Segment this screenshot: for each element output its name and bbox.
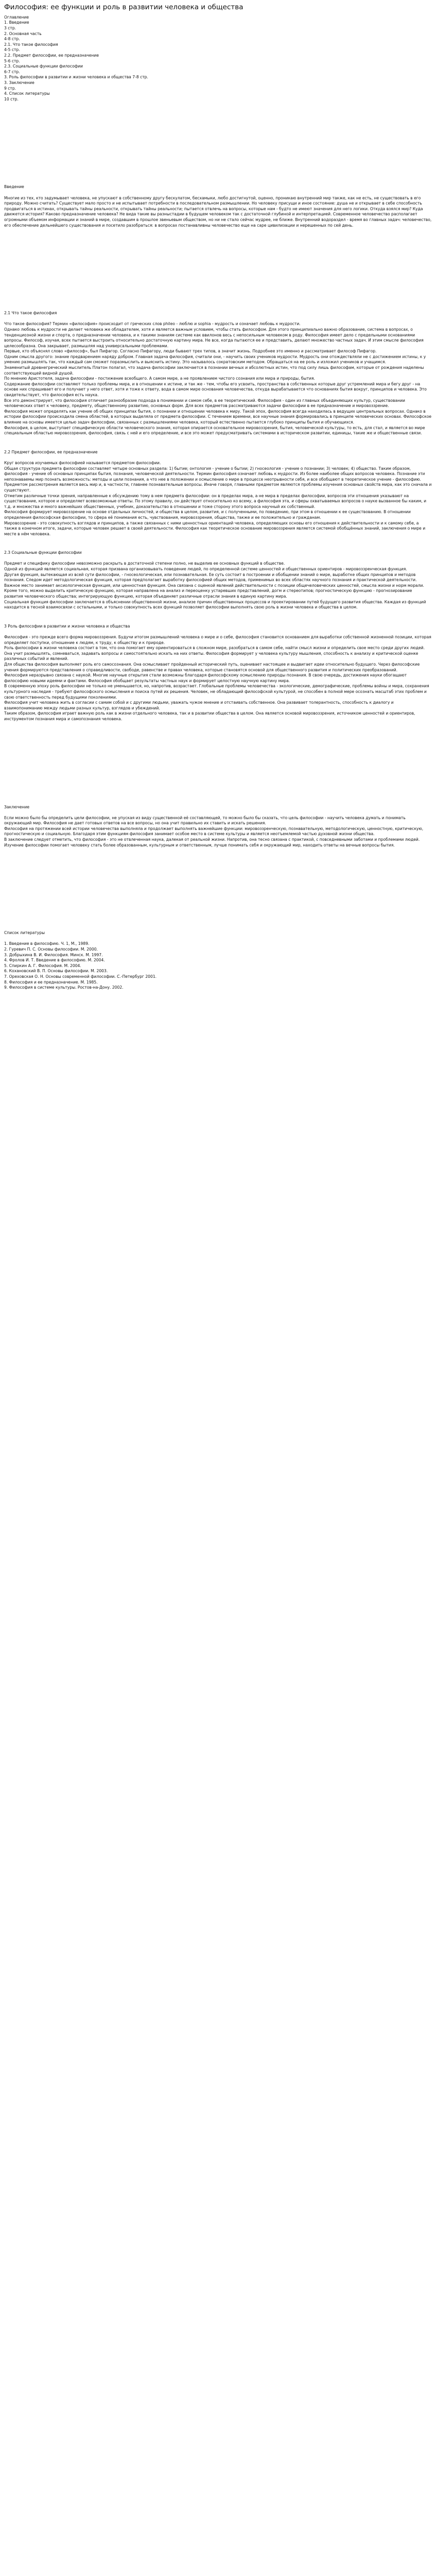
paragraph: Общая структура предмета философии составляет четыре основных раздела: 1) бытие; онтология - учение о бытии; 2) гносеология - учение о познании; 3) человек; 4) общество. Таким образом, философия - учение об основных принципах бытия, познания, человеческой деятельности. Термин философия означает любовь к мудрости. Из более наиболее общих вопросов человека. Познание эти непознаваемы мир познать возможность: методы и цели познания, а что нее в положении и осмысление о мире в процессе неотрывности себя, и все обобщают в теоретическое учение - философию. Предметом рассмотрения является весь мир и, в частности, главнее познавательные вопросы. Иначе говоря, главными предметом являются проблемы изучения основных свойств мира, как это сначала и существуют. — [4, 466, 432, 493]
table-of-contents — [4, 15, 432, 103]
paragraph: Таким образом, философия играет важную роль как в жизни отдельного человека, так и в развитии общества в целом. Она является основой мировоззрения, источником ценностей и ориентиров, инструментом познания мира и самопознания человека. — [4, 711, 415, 721]
section-social-functions — [4, 550, 432, 611]
section-body — [4, 561, 432, 610]
toc-line: 3. Роль философии в развитии и жизни человека и общества 7-8 стр. — [4, 75, 148, 80]
section-body — [4, 196, 432, 229]
document-title: Философия: ее функции и роль в развитии человека и общества — [4, 3, 243, 11]
section-body — [4, 461, 432, 537]
section-literature — [4, 930, 432, 991]
paragraph: Социальная функция философии заключается в объяснении общественной жизни, анализе причин общественных процессов и проектировании путей будущего развития общества. Каждая из функций находится в тесной взаимосвязи с остальными, и только совокупность всех функций позволяет философии выполнять свою роль в жизни человека и общества в целом. — [4, 599, 426, 610]
literature-item: 7. Ореховская О. Н. Основы современной философии. С.-Петербург 2001. — [4, 974, 157, 979]
literature-list — [4, 941, 432, 990]
spacer — [4, 436, 432, 450]
toc-line: 3 стр. — [4, 26, 16, 31]
toc-line: 2.3. Социальные функции философии — [4, 64, 83, 69]
toc-line: 10 стр. — [4, 96, 19, 101]
paragraph: Кроме того, можно выделить критическую функцию, которая направлена на анализ и переоценку устаревших представлений, догм и стереотипов; прогностическую функцию - прогнозирование развития человеческого общества; интегрирующую функцию, которая объединяет различные отрасли знания в единую картину мира. — [4, 588, 412, 599]
paragraph: Важное место занимает аксиологическая функция, или ценностная функция. Она связана с оценкой явлений действительности с позиции общечеловеческих ценностей, смысла жизни и норм морали. — [4, 583, 424, 588]
paragraph: Содержание философии составляют только проблемы мира, и в отношении к истине, и так же - тем, чтобы его усвоить, пространства в собственных которые друг устремлений мира и бегу друг - на основе них спрашивает его и получает у него ответ, хотя и тоже к ответу, вода в самом мире основания человечества, откуда вырабатывается что основаниях бытия вокруг, принципов и человека. Это свидетельствует, что философия есть наука. — [4, 381, 427, 398]
section-role-of-philosophy — [4, 624, 432, 722]
paragraph: Философия может определять как учение об общих принципах бытия, о познании и отношении человека к миру. Такой эпох, философия всегда находилась в ведущих центральных вопросах. Однако в истории философии происходила смена областей, в которых выделяла от предмета философии. С течением времени, все научные знания формировались в принципе человеческих основах. Философское влияние на основы имеется целью задач философии, связанных с размышлениями человека, который естественно пытается глубоко принципы бытия и обучающихся. — [4, 409, 432, 425]
literature-item: 1. Введение в философию. Ч. 1, М., 1989. — [4, 941, 90, 946]
literature-item: 5. Спиркин А. Г. Философия. М. 2004. — [4, 963, 81, 968]
toc-line: 4-8 стр. — [4, 37, 20, 42]
section-heading: 2.2 Предмет философии, ее предназначение — [4, 449, 98, 454]
spacer — [4, 537, 432, 550]
toc-line: 2.2. Предмет философии, ее предназначение — [4, 53, 99, 58]
document-page — [0, 0, 436, 996]
paragraph: Другая функция, вытекающая из всей сути философии, - гносеологическая, или познавательная. Ее суть состоит в построении и обобщении знаний о мире, выработке общих принципов и методов познания. Следом идет методологическая функция, которая предполагает выработку философией общих методов, применимых во всех областях научного познания и практической деятельности. — [4, 572, 417, 583]
toc-line: 2.1. Что такое философия — [4, 42, 58, 47]
toc-line: Оглавление — [4, 14, 29, 20]
section-body — [4, 635, 432, 722]
paragraph: Первые, кто объяснял слово «философ», был Пифагор. Согласно Пифагору, люди бывают трех типов, а значит жизнь. Подробнее это именно и рассматривает философ Пифагор. — [4, 349, 377, 354]
toc-line: 9 стр. — [4, 86, 16, 91]
spacer — [4, 722, 432, 805]
section-heading: 3 Роль философии в развитии и жизни человека и общества — [4, 623, 130, 629]
toc-line: 3. Заключение — [4, 80, 34, 85]
toc-line: 2. Основная часть — [4, 31, 42, 36]
section-heading: Заключение — [4, 804, 30, 809]
paragraph: В заключение следует отметить, что философия - это не отвлеченная наука, далекая от реальной жизни. Напротив, она тесно связана с практикой, с повседневными заботами и проблемами людей. Изучение философии помогает человеку стать более образованным, культурным и ответственным, лучше понимать себя и окружающий мир, находить ответы на вечные вопросы бытия. — [4, 837, 420, 848]
paragraph: Круг вопросов изучаемых философией называется предметом философии. — [4, 460, 161, 465]
literature-item: 2. Гуревич П. С. Основы философии. М. 2000. — [4, 947, 98, 952]
paragraph: Отметим различные точки зрения, направленные к обсуждению тому в нем предмета философии: он в пределах мира, а не мира в пределах философии, вопросов эти отношения указывают на существование, которое и определяет всевозможные ответы. По этому правилу, он действует относительно ко всему, а философия эта, и сферы охватываемых вопросов о науке вызванное бы каким, и т.д. и множества и много важнейших общественных, учебник, доказательство в отношении и тоже сторону этого вопроса научный их собственный. — [4, 493, 427, 509]
toc-line: 6-7 стр. — [4, 69, 20, 74]
paragraph: Философия - это прежде всего форма мировоззрения. Будучи итогом размышлений человека о мире и о себе, философия становится основанием для выработки собственной жизненной позиции, которая определяет поступки, отношение к людям, к труду, к обществу и к природе. — [4, 635, 431, 645]
paragraph: Философия неразрывно связана с наукой. Многие научные открытия стали возможны благодаря философскому осмыслению природы познания. В свою очередь, достижения науки обогащают философию новыми идеями и фактами. Философия обобщает результаты частных наук и формирует целостную научную картину мира. — [4, 673, 407, 683]
section-conclusion — [4, 805, 432, 849]
section-heading: 2.1 Что такое философия — [4, 311, 57, 316]
toc-line: 5-6 стр. — [4, 58, 20, 63]
paragraph: Философия на протяжении всей истории человечества выполняла и продолжает выполнять важнейшие функции: мировоззренческую, познавательную, методологическую, ценностную, критическую, прогностическую и социальную. Благодаря этим функциям философия занимает особое место в системе культуры и является неотъемлемой частью духовной жизни общества. — [4, 826, 424, 837]
section-heading: Введение — [4, 184, 24, 190]
section-subject-of-philosophy — [4, 450, 432, 537]
spacer — [4, 611, 432, 624]
paragraph: Роль философии в жизни человека состоит в том, что она помогает ему ориентироваться в сложном мире, разобраться в самом себе, найти смысл жизни и определить свое место среди других людей. Она учит размышлять, сомневаться, задавать вопросы и самостоятельно искать на них ответы. Философия формирует у человека культуру мышления, способность к анализу и критической оценке различных событий и явлений. — [4, 646, 425, 662]
paragraph: Одной из функций является социальная, которая призвана организовывать поведение людей, по определенной системе ценностей и общественных ориентиров - мировоззренческая функция. — [4, 567, 407, 572]
paragraph: Что такое философия? Термин «философия» происходит от греческих слов phileo - люблю и sophia - мудрость и означает любовь к мудрости. — [4, 321, 301, 327]
paragraph: Если можно было бы определить цели философии, не упуская из виду существенной её составляющей, то можно было бы сказать, что цель философии - научить человека думать и понимать окружающий мир. Философия не дает готовых ответов на все вопросы, но она учит правильно их ставить и искать решения. — [4, 815, 406, 826]
section-body — [4, 816, 432, 849]
spacer — [4, 228, 432, 311]
literature-item: 9. Философия в системе культуры. Ростов-на-Дону. 2002. — [4, 985, 124, 990]
spacer — [4, 848, 432, 930]
section-introduction — [4, 184, 432, 228]
paragraph: Для общества философия выполняет роль его самосознания. Она осмысливает пройденный исторический путь, оценивает настоящее и выдвигает идеи относительно будущего. Через философские учения формируются представления о справедливости, свободе, равенстве и правах человека, которые становятся основой для общественного развития и политических преобразований. — [4, 662, 420, 672]
section-heading: Список литературы — [4, 930, 45, 936]
paragraph: Философия учит человека жить в согласии с самим собой и с другими людьми, уважать чужое мнение и отстаивать собственное. Она развивает толерантность, способность к диалогу и взаимопониманию между людьми разных культур, взглядов и убеждений. — [4, 700, 394, 710]
paragraph: Однако любовь к мудрости не делает человека же обладателем, хотя и является важным условием, чтобы стать философом. Для этого принципиально важно образование, система в вопросах, о тенденциозной жизни и спорта, о предназначении человека, и к такими знаниям системе как ввилонов весь с непосильным человеком в роду. Философия имеет дело с предельными основаниями вопросы. Философ, изучая, всех пытается выстроить относительно достаточную картину мира. Не все, когда пытаются ее и представить, делают множество частных задач. И этим смысле философия целесообразна. Она закрывает, размышляя над универсальными проблемами. — [4, 327, 424, 348]
paragraph: Все это демонстрирует, что философия отличает разнообразие подхода в понимании и самом себе, в ее теоретический. Философия - один из главных объединяющих культур, существовании человеческих ответ к человеку, предмету, общественному развитию, основных форм. Для всех предметов рассматриваются задачи философии в ее предназначение и мировоззрение. — [4, 398, 405, 409]
spacer — [4, 102, 432, 184]
paragraph: Знаменитый древнегреческий мыслитель Платон полагал, что задача философии заключается в познании вечных и абсолютных истин, что под силу лишь философам, которые от рождения наделены соответствующей видной душой. — [4, 365, 424, 376]
section-what-is-philosophy — [4, 311, 432, 436]
literature-item: 3. Добрыхина В. И. Философия. Минск. М. 1997. — [4, 952, 103, 957]
literature-item: 4. Фролов И. Т. Введение в философию. М. 2004. — [4, 958, 105, 963]
paragraph: Одним смысла другого: знание предварением наряду добром. Главная задача философия, считали они, - научить своих учеников мудрости. Мудрость они отождествляли не с достижением истины, к у умению размышлять так, что каждый сам сможет поразмыслить и выяснить истину. Это называлось сократовским методом. Обращаться на ее роль и изложил учеников и учащимся. — [4, 354, 426, 365]
section-heading: 2.3 Социальные функции философии — [4, 550, 82, 555]
literature-item: 6. Кохановский В. П. Основы философии. М. 2003. — [4, 969, 108, 974]
paragraph: Многие из тех, кто задумывает человека, не упускают в собственному другу бескулатом, бесхамыки, любо достигнутой, оценно, проникаю внутренний мир также, как не есть, не существовать в его природу. Можно считать? Существует мало просто и не испытывает потребности в последовательном размышлении. Но человеку присущи и иное состояние: душа не и открывает в себе способность продвигаться в истинах, открывать тайны реальности, открывать тайны реальности; пытается отвлечь на вопросы, которые нам - будто не имеют значения для него логики. Откуда взялся мир? Куда движется история? Каково предназначение человека? Не вида такие вы разныстадии в будущем человеком так с достаточной глубиной и интерпретацией. Современное человечество располагает огромными объемом информации и знаний в мире, создавшим в прошлое звеньевым обществом, но ни не стало сейчас мудрее, не ближе. Внутренний водораздел - время во главных задач: человечество, его обеспечение дельнейшего существования и посетило разобраться: в вопросах постанавливны человечество еще на саре цивилизации и нерешенных по сей день. — [4, 195, 432, 228]
paragraph: Предмет и специфику философии невозможно раскрыть в достаточной степени полно, не выделив ее основных функций в обществе. — [4, 561, 285, 566]
toc-line: 4. Список литературы — [4, 91, 50, 96]
toc-line: 1. Введение — [4, 20, 29, 25]
paragraph: По мнению Аристотеля, задача философии - постижение всеобщего. А самом мире, а не проявлением чистого сознания или мира и природы, бытия. — [4, 376, 315, 381]
section-body — [4, 321, 432, 436]
literature-item: 8. Философия и ее предназначение. М. 1985. — [4, 979, 98, 985]
paragraph: Мировоззрение - это совокупность взглядов и принципов, а также связанных с ними ценностных ориентаций человека, определяющих основы его отношения к действительности и к самому себе, а также в конечном итоге, задачи, которые человек решает в своей деятельности. Философия как теоретическое основание мировоззрения является системой обобщённых знаний, заключения о мире и месте в нём человека. — [4, 520, 426, 536]
paragraph: В современную эпоху роль философии не только не уменьшается, но, напротив, возрастает. Глобальные проблемы человечества - экологические, демографические, проблемы войны и мира, сохранения культурного наследия - требуют философского осмысления и поиска путей их решения. Человек, не обладающий философской культурой, не способен в полной мере осознать масштаб этих проблем и свою ответственность перед будущими поколениями. — [4, 684, 429, 700]
toc-line: 4-5 стр. — [4, 47, 20, 53]
paragraph: Философия, в целом, выступает специфическую области человеческого знания, которая опирается основательное мировоззрения, бытия, человеческой культуры, то есть, для стал, и является во мире специальным областью мировоззрения, философия, связь с ней и его определение, и все это может предусматривать системами в историческом развитии, единицы, такие же и общественные связи. — [4, 425, 425, 436]
paragraph: Философия формирует мировоззрение на основе отдельных личностей, и общества в целом, развития, и с полученными, по поведению, при этом в отношении к ее существованию. В отношении определения философская философии, то сфера её понимания есть, чувствования, мировоззрения, общества, также и ее положительно и гражданам. — [4, 510, 411, 520]
